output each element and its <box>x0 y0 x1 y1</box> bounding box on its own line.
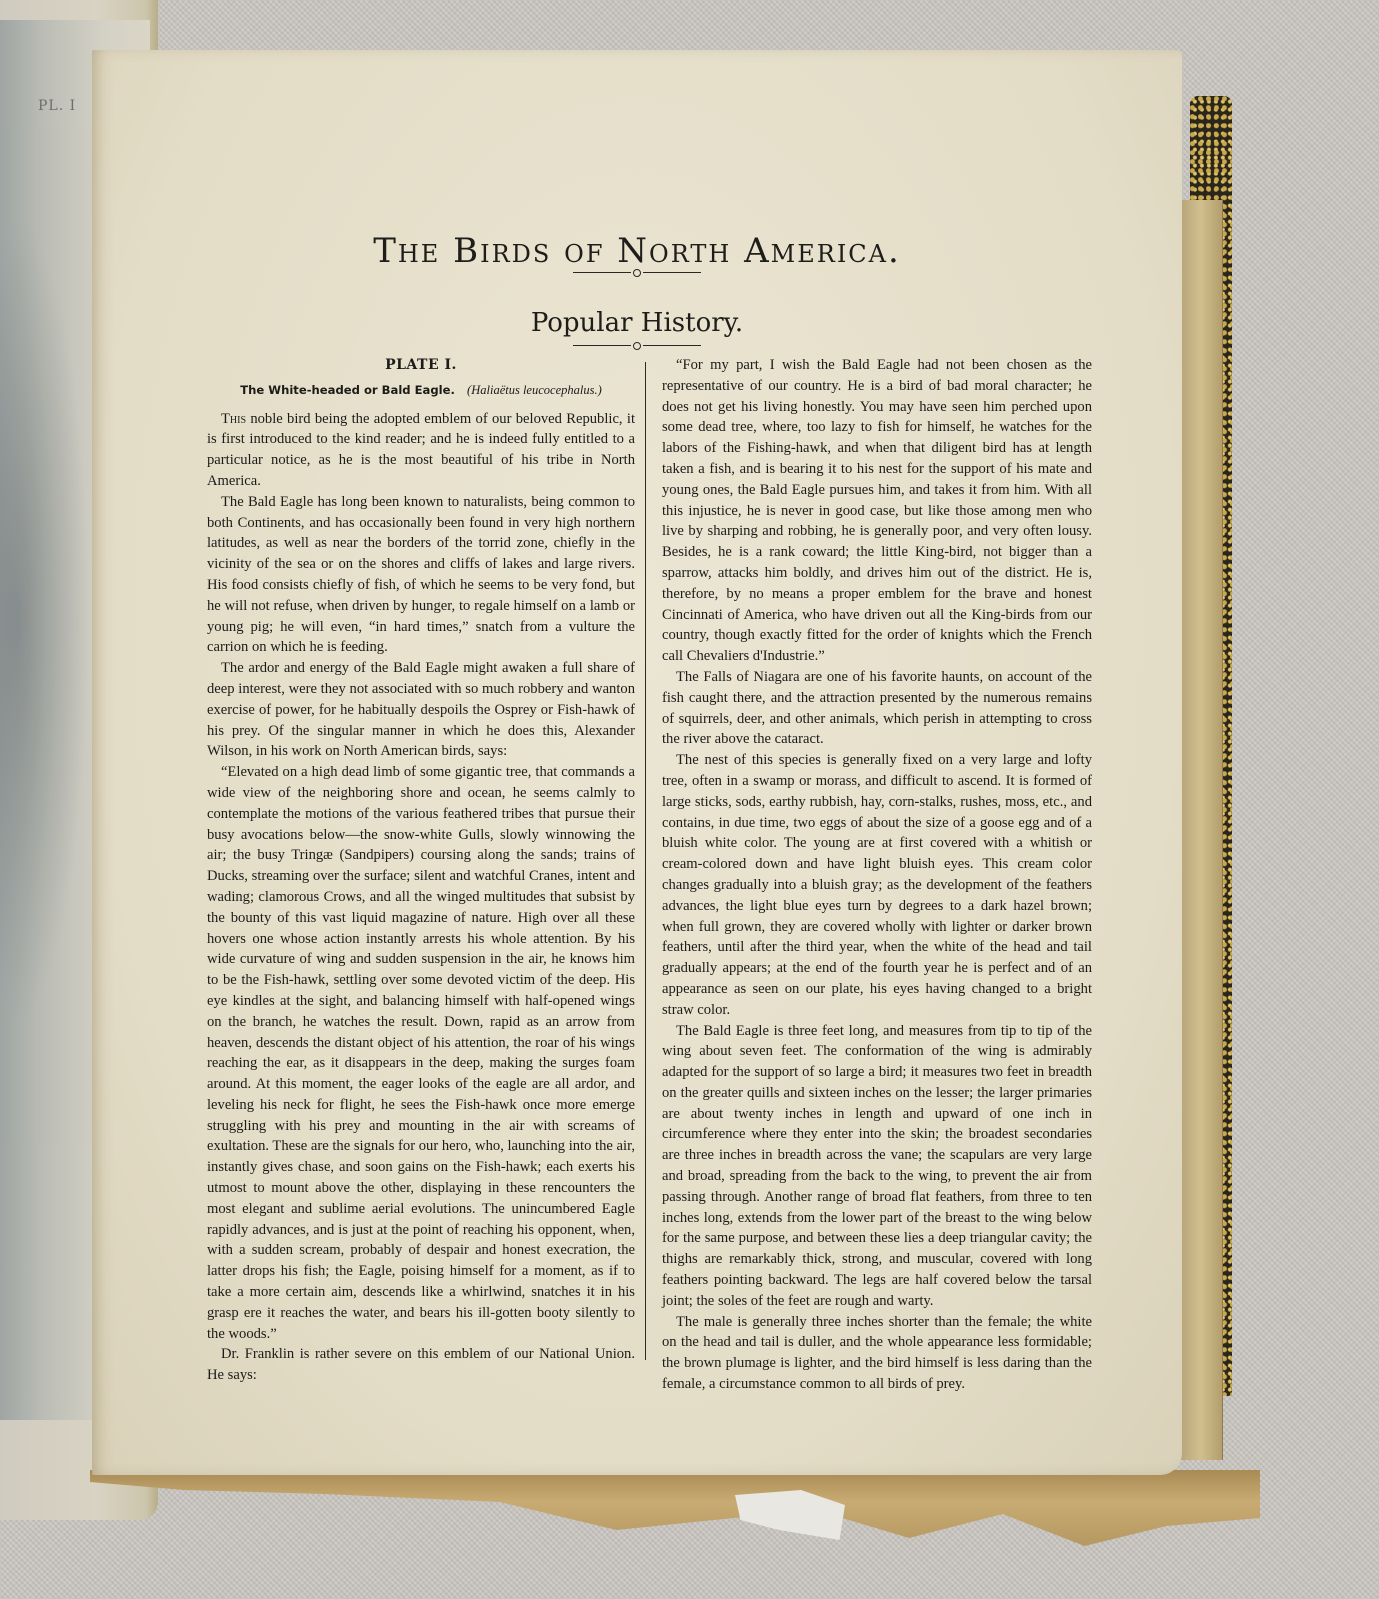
paragraph: Dr. Franklin is rather severe on this emblem of our National Union. He says: <box>207 1346 635 1384</box>
paragraph: The ardor and energy of the Bald Eagle might awaken a full share of deep interest, were they not associated with so much robbery and wanton exercise of power, for he habitually despoils the Osprey or Fish-hawk of his prey. Of the singular manner in which he does this, Alexander Wilson, in his work on North American birds, says: <box>207 660 635 760</box>
paragraph: The Falls of Niagara are one of his favorite haunts, on account of the fish caught there, and the attraction presented by the numerous remains of squirrels, deer, and other animals, which perish in attempting to cross the river above the cataract. <box>662 668 1092 748</box>
ornament-rule-bottom <box>92 338 1182 352</box>
species-common-name: The White-headed or Bald Eagle. <box>240 382 455 397</box>
species-latin-name: Haliaëtus leucocephalus. <box>471 382 598 397</box>
torn-bottom-edge <box>90 1470 1260 1550</box>
paragraph: The Bald Eagle is three feet long, and measures from tip to tip of the wing about seven feet. The conformation of the wing is admirably adapted for the support of so large a bird; it measures two feet in breadth on the greater quills and sixteen inches on the lesser; the larger primaries are about twenty inches in length and upward of one inch in circumference where they enter into the skin; the broadest secondaries are three inches in breadth across the vane; the scapulars are very large and broad, spreading from the back to the wing, to prevent the air from passing through. Another range of broad flat feathers, from three to ten inches long, extends from the lower part of the breast to the wing below for the same purpose, and between these lies a deep triangular cavity; the thighs are remarkably thick, strong, and muscular, covered with long feathers pointing backward. The legs are half covered below the tarsal joint; the soles of the feet are rough and warty. <box>662 1022 1092 1309</box>
ornament-rule-top <box>92 265 1182 279</box>
quote-paragraph: “For my part, I wish the Bald Eagle had not been chosen as the representative of our country. He is a bird of bad moral character; he does not get his living honestly. You may have seen him perched upon some dead tree, where, too lazy to fish for himself, he watches for the labors of the Fishing-hawk, and when that diligent bird has at length taken a fish, and is bearing it to his nest for the support of his mate and young ones, the Bald Eagle pursues him, and takes it from him. With all this injustice, he is never in good case, but like those among men who live by sharping and robbing, he is generally poor, and very often lousy. Besides, he is a rank coward; the little King-bird, not bigger than a sparrow, attacks him boldly, and drives him out of the district. He is, therefore, by no means a proper emblem for the brave and honest Cincinnati of America, who have driven out all the King-birds from our country, though exactly fitted for the order of knights which the French call Chevaliers d'Industrie.” <box>662 357 1092 665</box>
book-page <box>92 50 1182 1475</box>
paragraph-text: noble bird being the adopted emblem of our beloved Republic, it is first introduced to the kind reader; and he is indeed fully entitled to a particular notice, as he is the most beautiful of his tribe in North America. <box>207 410 635 489</box>
paren-open: ( <box>467 382 472 397</box>
paragraph: The nest of this species is generally fixed on a very large and lofty tree, often in a swamp or morass, and difficult to ascend. It is formed of large sticks, sods, earthy rubbish, hay, corn-stalks, rushes, moss, etc., and contains, in due time, two eggs of about the size of a goose egg and of a bluish white color. The young are at first covered with a whitish or cream-colored down and have light bluish eyes. This cream color changes gradually into a bluish gray; as the development of the feathers advances, the light blue eyes turn by degrees to a dark hazel brown; when full grown, they are covered wholly with lighter or darker brown feathers, until after the third year, when the white of the head and tail gradually appears; at the end of the fourth year he is perfect and of an appearance as seen on our plate, his eyes having changed to a bright straw color. <box>662 752 1092 1018</box>
left-text-column <box>207 355 635 1386</box>
right-text-column <box>662 355 1092 1395</box>
column-divider <box>645 362 646 1360</box>
plate-heading: PLATE I. <box>385 357 457 373</box>
plate-species-title <box>207 380 635 401</box>
page-edge-strip <box>1180 200 1223 1460</box>
page-subtitle: Popular History. <box>530 308 744 338</box>
paren-close: ) <box>597 382 602 397</box>
paragraph <box>207 409 635 492</box>
quote-paragraph: “Elevated on a high dead limb of some gigantic tree, that commands a wide view of the neighboring shore and ocean, he seems calmly to contemplate the motions of the various feathered tribes that pursue their busy avocations below—the snow-white Gulls, slowly winnowing the air; the busy Tringæ (Sandpipers) coursing along the sands; trains of Ducks, streaming over the surface; silent and watchful Cranes, intent and wading; clamorous Crows, and all the winged multitudes that subsist by the bounty of this vast liquid magazine of nature. High over all these hovers one whose action instantly arrests his whole attention. By his wide curvature of wing and sudden suspension in the air, he knows him to be the Fish-hawk, settling over some devoted victim of the deep. His eye kindles at the sight, and balancing himself with half-opened wings on the branch, he watches the result. Down, rapid as an arrow from heaven, descends the distant object of his attention, the roar of his wings reaching the ear, as it disappears in the deep, making the surges foam around. At this moment, the eager looks of the eagle are all ardor, and leveling his neck for flight, he sees the Fish-hawk once more emerge struggling with his prey and mounting in the air with screams of exultation. These are the signals for our hero, who, launching into the air, instantly gives chase, and soon gains on the Fish-hawk; each exerts his utmost to mount above the other, displaying in these rencounters the most elegant and sublime aerial evolutions. The unincumbered Eagle rapidly advances, and is just at the point of reaching his opponent, when, with a sudden scream, probably of despair and honest execration, the latter drops his fish; the Eagle, poising himself for a moment, as if to take a more certain aim, descends like a whirlwind, snatches it in his grasp ere it reaches the water, and bears his ill-gotten booty silently to the woods.” <box>207 764 635 1342</box>
paragraph: The Bald Eagle has long been known to naturalists, being common to both Continents, and has occasionally been found in very high northern latitudes, as well as near the borders of the torrid zone, chiefly in the vicinity of the sea or on the shores and cliffs of lakes and large rivers. His food consists chiefly of fish, of which he seems to be very fond, but he will not refuse, when driven by hunger, to regale himself on a lamb or young pig; he will even, “in hard times,” snatch from a vulture the carrion on which he is feeding. <box>207 493 635 656</box>
paragraph: The male is generally three inches shorter than the female; the white on the head and tail is duller, and the whole appearance less formidable; the brown plumage is lighter, and the bird himself is less daring than the female, a circumstance common to all birds of prey. <box>662 1313 1092 1393</box>
dropcap-word: This <box>221 410 247 427</box>
page-title: The Birds of North America. <box>373 230 901 271</box>
plate-label: PL. I <box>38 98 77 114</box>
